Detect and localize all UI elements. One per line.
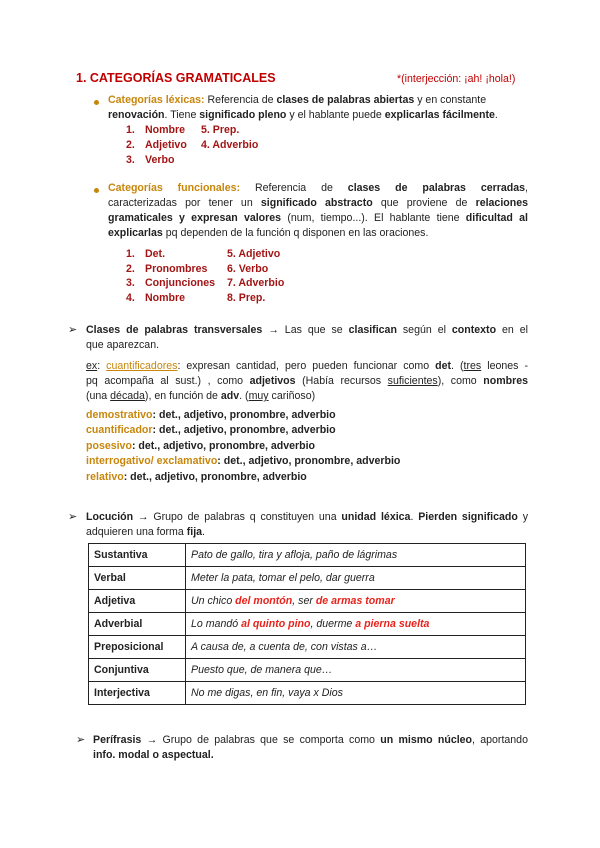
title-note-mark: * [397, 73, 402, 85]
perifrasis-bold: un mismo núcleo [380, 734, 473, 746]
lexicas-label: Categorías léxicas: [108, 94, 205, 106]
funcionales-line [108, 226, 528, 241]
lexicas-list [126, 123, 258, 168]
funcionales-text: (num, tiempo...). El hablante tiene [281, 212, 466, 224]
lexicas-text: Referencia de [204, 94, 277, 106]
example-text: No me digas, en fin, vaya x Dios [191, 686, 343, 699]
example-bold: adv [220, 390, 240, 402]
lexicas-paragraph-2 [108, 108, 528, 123]
list-b: 4. Adverbio [201, 139, 259, 151]
example-text: (una [86, 390, 111, 402]
locucion-line [86, 510, 528, 525]
lexicas-bold: explicarlas fácilmente [384, 109, 495, 121]
example-text: Meter la pata, tomar el pelo, dar guerra [191, 571, 375, 584]
lexicas-text: . [494, 109, 498, 121]
list-value: : det., adjetivo, pronombre, adverbio [152, 424, 336, 437]
transversales-bold: contexto [451, 324, 497, 336]
list-num: 1. [126, 248, 135, 260]
lexicas-bold: clases de palabras abiertas [276, 94, 415, 106]
lexicas-paragraph [108, 93, 528, 108]
list-item [86, 423, 400, 438]
list-item [86, 470, 400, 485]
list-b: 8. Prep. [227, 292, 266, 305]
list-item [126, 262, 284, 277]
transversales-bold: Clases de palabras transversales [86, 324, 263, 336]
example-bold: adjetivos [249, 375, 296, 387]
example-paragraph [86, 359, 528, 404]
list-key: demostrativo [86, 409, 153, 421]
list-value: : det., adjetivo, pronombre, adverbio [123, 470, 307, 483]
list-a: Pronombres [145, 262, 208, 275]
funcionales-label: Categorías funcionales: [108, 182, 241, 194]
locucion-bold: unidad léxica [341, 511, 411, 523]
perifrasis-line [93, 748, 528, 763]
list-a: Det. [145, 248, 166, 260]
example-bold: det [435, 360, 452, 372]
table-cell-type: Conjuntiva [89, 659, 186, 682]
example-underline: muy [248, 390, 269, 402]
list-key: relativo [86, 470, 124, 483]
list-key: cuantificador [86, 424, 153, 437]
funcionales-bold: clases de palabras cerradas [347, 182, 526, 194]
table-cell-type: Preposicional [89, 636, 186, 659]
table-row [89, 682, 526, 705]
example-underline: tres [463, 360, 482, 372]
list-b: 5. Prep. [201, 124, 240, 136]
lexicas-text: y el hablante puede [286, 109, 385, 121]
list-item [86, 408, 400, 423]
list-b: 5. Adjetivo [227, 248, 281, 260]
transversales-text: → Las que se [262, 324, 349, 336]
locucion-text: adquieren una forma [86, 526, 187, 538]
perifrasis-paragraph [93, 733, 528, 763]
table-cell-example [186, 544, 526, 567]
list-b: 6. Verbo [227, 262, 269, 275]
example-line [86, 374, 528, 389]
list-num: 1. [126, 124, 135, 136]
table-cell-example [186, 682, 526, 705]
locucion-text: y [517, 511, 528, 523]
lexicas-text: y en constante [414, 94, 487, 106]
funcionales-text: que proviene de [372, 197, 476, 209]
list-a: Conjunciones [145, 277, 216, 290]
example-highlight: de armas tomar [315, 594, 395, 607]
table-row [89, 590, 526, 613]
table-cell-example [186, 636, 526, 659]
list-num: 3. [126, 277, 135, 290]
transversales-paragraph [86, 323, 528, 353]
list-num: 4. [126, 292, 135, 305]
list-a: Verbo [145, 154, 175, 166]
list-value: : det., adjetivo, pronombre, adverbio [131, 439, 316, 452]
funcionales-bold: gramaticales y expresan valores [108, 212, 282, 224]
example-text: : [97, 360, 107, 372]
funcionales-text: pq dependen de la función q disponen en las oraciones. [162, 227, 429, 239]
example-text: Pato de gallo, tira y afloja, paño de lágrimas [191, 548, 398, 561]
transversales-list [86, 408, 400, 485]
locucion-text: . [410, 511, 419, 523]
perifrasis-text: → Grupo de palabras que se comporta como [141, 734, 381, 746]
example-line [86, 389, 528, 404]
example-highlight: del montón [235, 594, 293, 607]
example-text: : expresan cantidad, pero pueden funcionar como [177, 360, 436, 372]
lexicas-text: . Tiene [164, 109, 200, 121]
example-line [86, 359, 528, 374]
table-cell-example [186, 659, 526, 682]
transversales-bold: clasifican [348, 324, 397, 336]
example-text: Lo mandó [191, 617, 242, 630]
perifrasis-line [93, 733, 528, 748]
table-cell-type: Adverbial [89, 613, 186, 636]
transversales-text: en el [496, 324, 529, 336]
table-cell-example [186, 567, 526, 590]
funcionales-bold: relaciones [475, 197, 528, 209]
example-text: , duerme [310, 617, 356, 630]
perifrasis-bold: Perífrasis [93, 734, 142, 746]
table-cell-example [186, 613, 526, 636]
example-label: ex [86, 360, 98, 372]
locucion-paragraph [86, 510, 528, 540]
locucion-text: → Grupo de palabras q constituyen una [133, 511, 342, 523]
transversales-text: según el [396, 324, 452, 336]
example-underline: década [110, 390, 145, 402]
funcionales-bold: significado abstracto [260, 197, 373, 209]
arrow-bullet-icon: ➢ [68, 324, 78, 336]
funcionales-line [108, 196, 528, 211]
example-text: leones - [481, 360, 528, 372]
table-row [89, 636, 526, 659]
locucion-bold: fija [186, 526, 203, 538]
example-highlight: a pierna suelta [355, 617, 430, 630]
funcionales-bold: dificultad al [465, 212, 528, 224]
funcionales-list [126, 247, 284, 306]
list-b: 7. Adverbio [227, 277, 285, 290]
list-a: Nombre [145, 124, 186, 136]
example-text: ), en función de [144, 390, 221, 402]
list-key: posesivo [86, 439, 132, 452]
example-bold: nombres [483, 375, 528, 387]
example-highlight: al quinto pino [241, 617, 311, 630]
list-key: interrogativo/ exclamativo [86, 455, 218, 468]
locucion-bold: Locución [86, 511, 134, 523]
section-title: 1. CATEGORÍAS GRAMATICALES [76, 71, 276, 85]
funcionales-text: , [525, 182, 528, 194]
funcionales-text: Referencia de [240, 182, 348, 194]
table-cell-type: Interjectiva [89, 682, 186, 705]
list-value: : det., adjetivo, pronombre, adverbio [152, 409, 336, 421]
example-underline: suficientes [387, 375, 438, 387]
example-text: Un chico [191, 594, 236, 607]
perifrasis-text: , aportando [472, 734, 528, 746]
title-note-text: (interjección: ¡ah! ¡hola!) [401, 73, 516, 85]
example-text: . ( [451, 360, 464, 372]
list-num: 2. [126, 139, 135, 151]
lexicas-bold: renovación [108, 109, 165, 121]
transversales-line [86, 323, 528, 338]
list-a: Adjetivo [145, 139, 187, 151]
locucion-line [86, 525, 528, 540]
list-item [126, 291, 284, 306]
list-num: 2. [126, 262, 135, 275]
table-row [89, 659, 526, 682]
funcionales-paragraph [108, 181, 528, 241]
table-cell-type: Verbal [89, 567, 186, 590]
list-item [86, 454, 400, 469]
example-text: cariñoso) [268, 390, 316, 402]
example-text: A causa de, a cuenta de, con vistas a… [191, 640, 378, 653]
transversales-line [86, 338, 528, 353]
example-text: , ser [292, 594, 316, 607]
example-text: ), como [437, 375, 484, 387]
table-cell-example [186, 590, 526, 613]
example-text: pq acompaña al sust.) , como [86, 375, 250, 387]
list-value: : det., adjetivo, pronombre, adverbio [217, 455, 401, 468]
perifrasis-bold: info. modal o aspectual. [93, 749, 214, 761]
example-term: cuantificadores [106, 360, 178, 372]
list-item [86, 439, 400, 454]
funcionales-line [108, 211, 528, 226]
funcionales-text: caracterizadas por tener un [108, 197, 261, 209]
bullet-icon [94, 188, 99, 193]
list-num: 3. [126, 154, 135, 166]
example-text: (Había recursos [295, 375, 388, 387]
locucion-text: . [202, 526, 205, 538]
locucion-bold: Pierden significado [418, 511, 518, 523]
list-item [126, 138, 258, 153]
bullet-icon [94, 100, 99, 105]
table-row [89, 544, 526, 567]
transversales-text: que aparezcan. [86, 339, 160, 351]
list-item [126, 123, 258, 138]
example-text: Puesto que, de manera que… [191, 663, 333, 676]
list-a: Nombre [145, 292, 186, 305]
table-cell-type: Sustantiva [89, 544, 186, 567]
funcionales-line [108, 181, 528, 196]
table-row [89, 567, 526, 590]
table-row [89, 613, 526, 636]
arrow-bullet-icon: ➢ [68, 511, 78, 523]
locucion-table [88, 543, 526, 705]
arrow-bullet-icon: ➢ [76, 734, 86, 746]
table-cell-type: Adjetiva [89, 590, 186, 613]
list-item [126, 276, 284, 291]
title-note [397, 72, 515, 87]
example-text: . ( [239, 390, 249, 402]
lexicas-bold: significado pleno [199, 109, 287, 121]
list-item [126, 247, 284, 262]
funcionales-bold: explicarlas [108, 227, 163, 239]
list-item [126, 153, 258, 168]
